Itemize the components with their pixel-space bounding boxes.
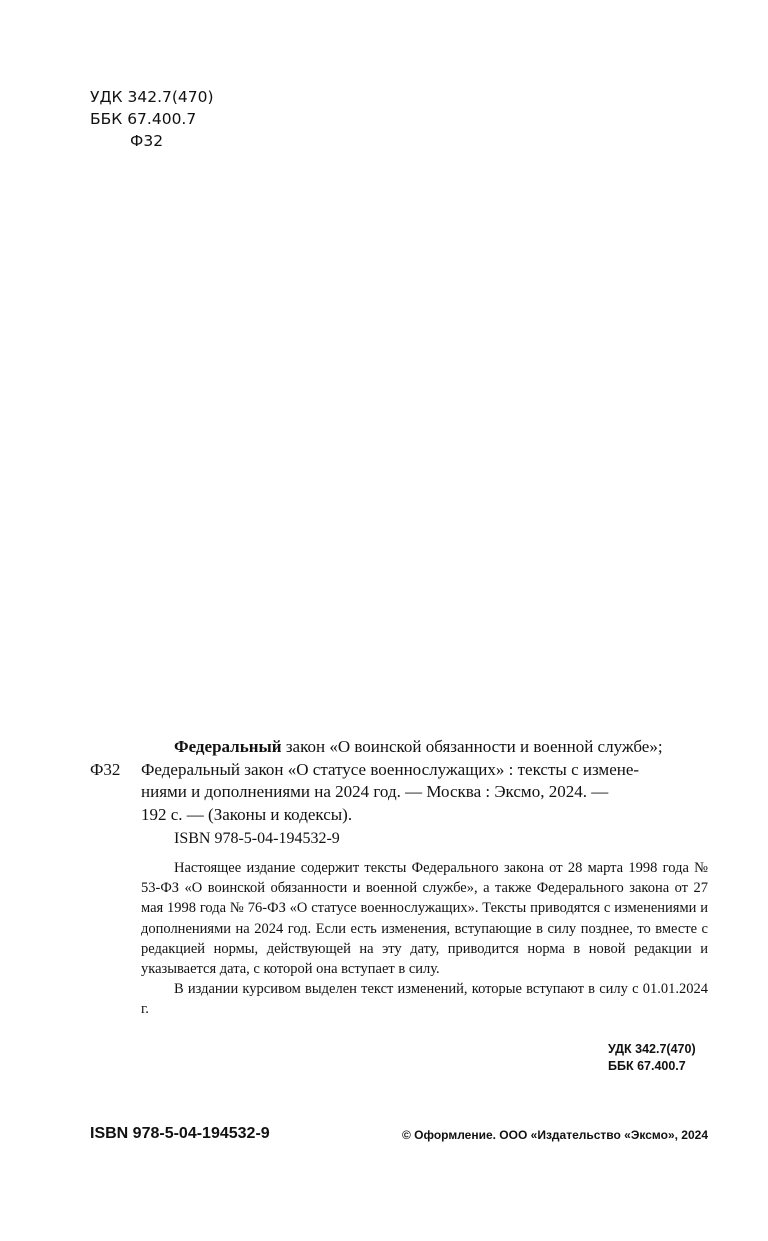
abstract-paragraph-1: Настоящее издание содержит тексты Федерального закона от 28 марта 1998 года № 53-ФЗ «О воинской обязанности и военной службе», а также Федерального закона от 27 мая 1998 года № 76-ФЗ «О статусе военнослужащих». Тексты приводятся с изменениями и дополнениями на 2024 год. Если есть изменения, вступающие в силу позднее, то вместе с редакцией нормы, действующей на эту дату, приводится норма в новой редакции и указывается дата, с которой она вступает в силу.	[141, 860, 708, 978]
bibliographic-record	[141, 736, 708, 826]
abstract	[141, 858, 708, 1020]
biblio-title-bold: Федеральный	[174, 737, 282, 756]
biblio-title-line	[141, 736, 708, 759]
biblio-isbn: ISBN 978-5-04-194532-9	[174, 830, 340, 847]
biblio-line-3: ниями и дополнениями на 2024 год. — Москва : Эксмо, 2024. —	[141, 782, 609, 801]
biblio-line-2: Федеральный закон «О статусе военнослужащих» : тексты с измене-	[141, 759, 640, 779]
author-mark: Ф32	[130, 132, 164, 150]
classification-codes-top	[90, 86, 214, 152]
bbk-code-right: ББК 67.400.7	[608, 1059, 686, 1073]
bbk-code: ББК 67.400.7	[90, 110, 197, 128]
footer-copyright: © Оформление. ООО «Издательство «Эксмо», 2024	[401, 1128, 708, 1142]
udk-code: УДК 342.7(470)	[90, 88, 214, 106]
classification-codes-right	[608, 1041, 696, 1075]
biblio-author-mark: Ф32	[90, 760, 121, 779]
footer-isbn: ISBN 978-5-04-194532-9	[90, 1125, 270, 1142]
udk-code-right: УДК 342.7(470)	[608, 1042, 696, 1056]
abstract-paragraph-2: В издании курсивом выделен текст изменений, которые вступают в силу с 01.01.2024 г.	[141, 981, 708, 1018]
biblio-title-rest: закон «О воинской обязанности и военной службе»;	[281, 737, 663, 756]
biblio-line-4: 192 с. — (Законы и кодексы).	[141, 804, 353, 824]
